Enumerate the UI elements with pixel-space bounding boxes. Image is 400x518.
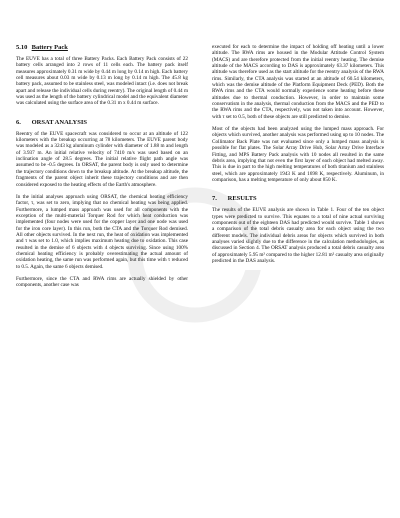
section-number: 5.10 xyxy=(16,44,28,51)
section-title: ORSAT ANALYSIS xyxy=(31,118,87,126)
section-heading-orsat-analysis xyxy=(16,119,188,127)
section-heading-results xyxy=(212,195,384,203)
paragraph: The EUVE has a total of three Battery Packs. Each Battery Pack consists of 22 battery cells arranged into 2 rows of 11 cells each. The battery pack itself measures approximately 0.31 m wide by 0.44 m long by 0.14 m high. Each battery cell measures about 0.03 m wide by 0.13 m long by 0.14 m high. The 45.8 kg battery pack, assumed to be stainless steel, was modeled intact (i.e. does not break apart and release the individual cells during reentry). The original length of 0.44 m was used as the length of the battery cylindrical model and the equivalent diameter was calculated using the surface area of the 0.31 m x 0.44 m surface. xyxy=(16,56,188,107)
section-title: Battery Pack xyxy=(31,44,68,51)
section-number: 7. xyxy=(212,195,217,203)
paragraph: Furthermore, since the CTA and RWA rims are actually shielded by other components, another case was xyxy=(16,275,188,289)
paragraph: Most of the objects had been analyzed using the lumped mass approach. For objects which survived, another analysis was performed using up to 10 nodes. The Collimator Back Plate was not evaluated since only a lumped mass analysis is possible for flat plates. The Solar Array Drive Hub, Solar Array Drive Interface Fitting, and MPS Battery Pack analysis with 10 nodes all resulted in the same debris area, implying that not even the first layer of each object had melted away. This is due in part to the high melting temperatures of both titanium and stainless steel, which are approximately 1943 K and 1698 K, respectively. Aluminum, in comparison, has a melting temperature of only about 850 K. xyxy=(212,126,384,183)
paragraph: The results of the EUVE analysis are shown in Table 1. Four of the ten object types were predicted to survive. This equates to a total of nine actual surviving components out of the eighteen DAS had predicted would survive. Table 1 shows a comparison of the total debris casualty area for each object using the two different models. The individual debris areas for objects which survived in both analyses varied slightly due to the difference in the calculation methodologies, as discussed in Section 4. The ORSAT analysis produced a total debris casualty area of approximately 5.95 m² compared to the higher 12.81 m² casualty area originally predicted in the DAS analysis. xyxy=(212,207,384,264)
left-column xyxy=(16,44,188,295)
paragraph: In the initial analyses approach using ORSAT, the chemical heating efficiency factor, τ, was set to zero, implying that no chemical heating was being applied. Furthermore, a lumped mass approach was used for all components with the exception of the multi-material Torquer Rod for which heat conduction was implemented (four nodes were used for the copper layer and one node was used for the iron core layer). In this run, both the CTA and the Torquer Rod demised. All other objects survived. In the next run, the heat of oxidation was implemented and τ was set to 1.0, which implies maximum heating due to oxidation. This case resulted in the demise of 6 objects with 4 objects surviving. Since using 100% chemical heating efficiency is probably overestimating the actual amount of oxidation heating, the same run was performed again, but this time with τ reduced to 0.5. Again, the same 6 objects demised. xyxy=(16,193,188,270)
paragraph: executed for each to determine the impact of holding off heating until a lower altitude. The RWA rims are housed in the Modular Attitude Control System (MACS) and are therefore protected from the initial reentry heating. The demise altitude of the MACS according to DAS is approximately 63.37 kilometers. This altitude was therefore used as the start altitude for the reentry analysis of the RWA rims. Similarly, the CTA analysis was started at an altitude of 60.54 kilometers, which was the demise altitude of the Platform Equipment Deck (PED). Both the RWA rims and the CTA would normally experience some heating before these altitudes due to thermal conduction. However, in order to maintain some conservatism in the analysis, thermal conduction from the MACS and the PED to the RWA rims and the CTA, respectively, was not taken into account. However, with τ set to 0.5, both of these objects are still predicted to demise. xyxy=(212,44,384,120)
section-number: 6. xyxy=(16,118,21,126)
paragraph: Reentry of the EUVE spacecraft was considered to occur at an altitude of 122 kilometers with the breakup occurring at 78 kilometers. The EUVE parent body was modeled as a 3243 kg aluminum cylinder with diameter of 1.88 m and length of 3.937 m. An initial relative velocity of 7410 m/s was used based on an inclination angle of 28.5 degrees. The initial relative flight path angle was assumed to be -0.5 degrees. In ORSAT, the parent body is only used to determine the trajectory conditions down to the breakup altitude. At the breakup altitude, the fragments of the parent object inherit these trajectory conditions and are then considered exposed to the heating effects of the Earth's atmosphere. xyxy=(16,130,188,188)
section-heading-battery-pack xyxy=(16,44,188,52)
section-title: RESULTS xyxy=(227,195,257,203)
right-column xyxy=(212,44,384,270)
